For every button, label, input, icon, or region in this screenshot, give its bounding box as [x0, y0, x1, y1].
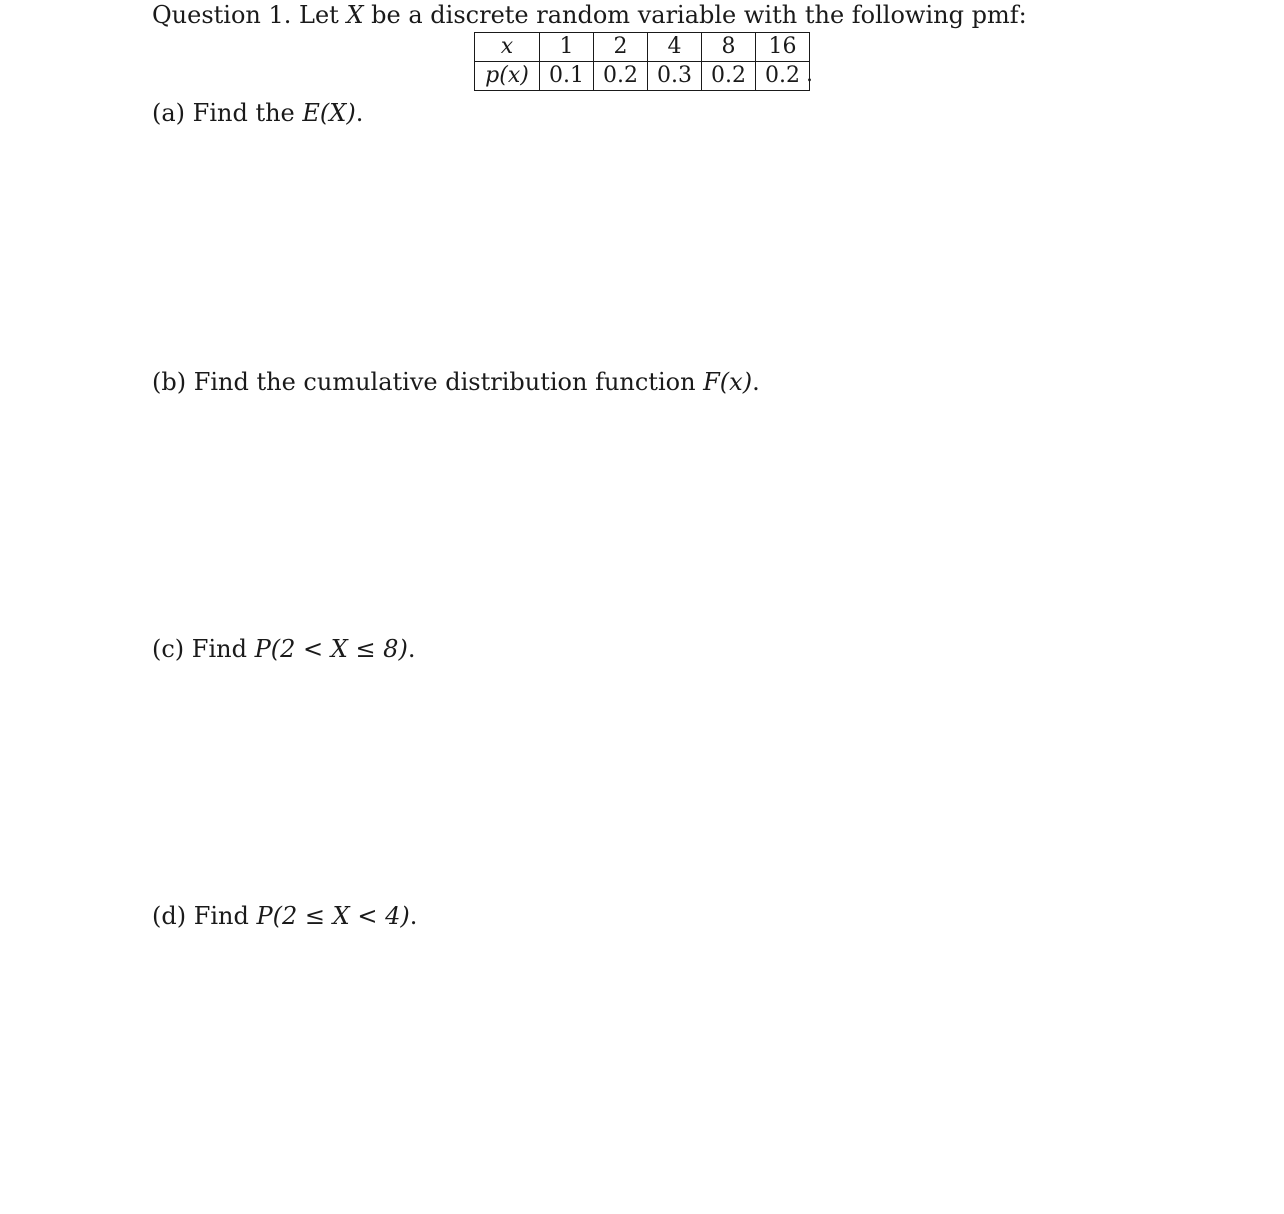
part-b-label: (b) Find the cumulative distribution function	[152, 368, 704, 396]
pmf-x-cell: 4	[648, 33, 702, 62]
part-a-question	[152, 98, 363, 128]
part-c-math: P(2 < X ≤ 8)	[254, 635, 408, 663]
pmf-x-cell: 1	[540, 33, 594, 62]
question-suffix: be a discrete random variable with the following pmf:	[363, 1, 1027, 29]
pmf-table	[474, 32, 810, 91]
pmf-x-cell: 8	[702, 33, 756, 62]
part-d-math: P(2 ≤ X < 4)	[256, 902, 410, 930]
question-heading	[152, 0, 1027, 30]
part-a-label: (a) Find the	[152, 99, 303, 127]
part-b-question	[152, 367, 760, 397]
pmf-x-header: x	[475, 33, 540, 62]
table-trailing-period: .	[806, 62, 813, 87]
part-d-question	[152, 901, 417, 931]
pmf-p-cell: 0.2	[594, 62, 648, 91]
part-a-end: .	[355, 99, 364, 127]
pmf-row-p	[475, 62, 810, 91]
question-variable: X	[346, 1, 364, 29]
pmf-p-cell: 0.3	[648, 62, 702, 91]
part-c-end: .	[407, 635, 416, 663]
part-c-label: (c) Find	[152, 635, 255, 663]
part-d-label: (d) Find	[152, 902, 257, 930]
pmf-p-cell: 0.2	[756, 62, 810, 91]
pmf-p-cell: 0.2	[702, 62, 756, 91]
pmf-p-header: p(x)	[475, 62, 540, 91]
part-b-math: F(x)	[703, 368, 753, 396]
part-a-math: E(X)	[302, 99, 356, 127]
part-d-end: .	[409, 902, 418, 930]
pmf-row-x	[475, 33, 810, 62]
pmf-p-cell: 0.1	[540, 62, 594, 91]
pmf-x-cell: 2	[594, 33, 648, 62]
pmf-x-cell: 16	[756, 33, 810, 62]
part-c-question	[152, 634, 415, 664]
part-b-end: .	[752, 368, 760, 396]
question-prefix: Question 1. Let	[152, 1, 347, 29]
